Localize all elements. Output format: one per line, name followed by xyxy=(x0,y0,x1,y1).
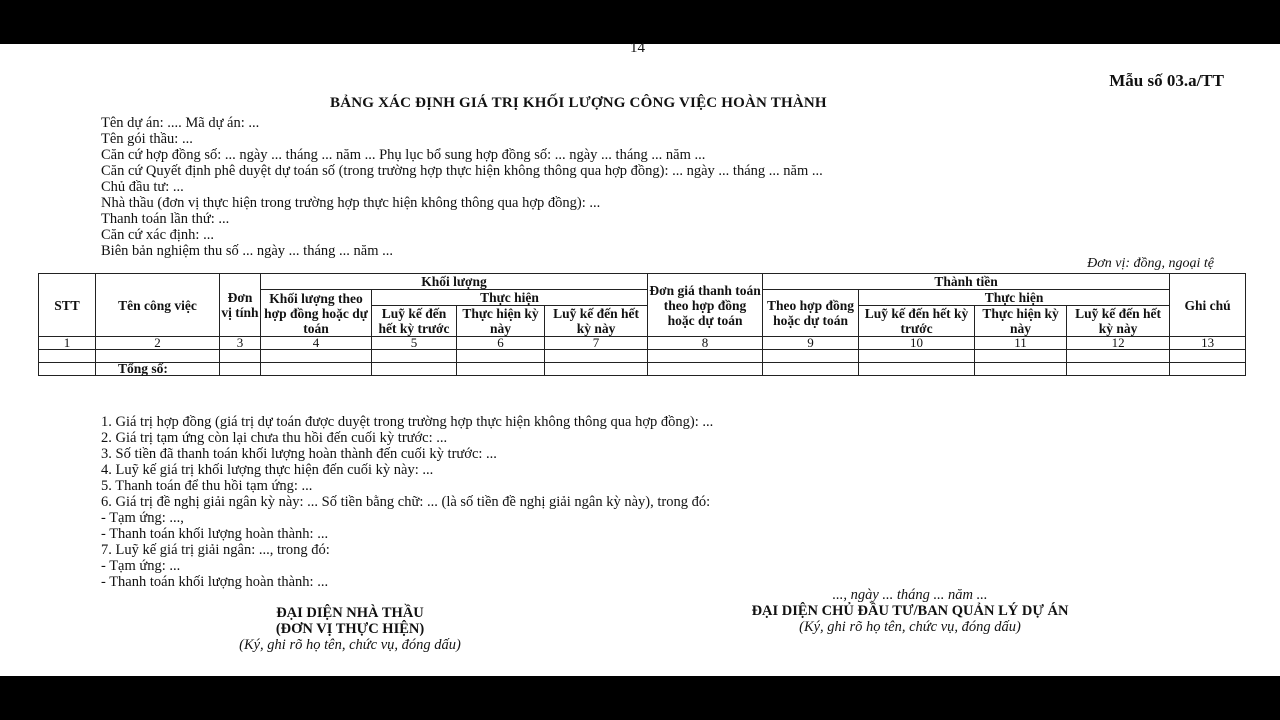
notes-block xyxy=(101,414,713,590)
info-line: Tên dự án: .... Mã dự án: ... xyxy=(101,115,260,131)
total-row xyxy=(39,363,1246,376)
info-line: Thanh toán lần thứ: ... xyxy=(101,211,230,227)
header-tt-luy-ke-ky-nay: Luỹ kế đến hết kỳ này xyxy=(1067,306,1170,337)
contractor-signature-block xyxy=(170,605,530,653)
header-kl-luy-ke-ky-truoc: Luỹ kế đến hết kỳ trước xyxy=(372,306,457,337)
note-line: - Thanh toán khối lượng hoàn thành: ... xyxy=(101,526,329,542)
column-number: 10 xyxy=(859,337,975,350)
value-table xyxy=(38,273,1246,376)
table-row xyxy=(39,350,1246,363)
contractor-role-sub: (ĐƠN VỊ THỰC HIỆN) xyxy=(275,621,425,637)
note-line: 6. Giá trị đề nghị giải ngân kỳ này: ... Số tiền bằng chữ: ... (là số tiền đề nghị giải ngân kỳ này), trong đó: xyxy=(101,494,711,510)
column-number-row xyxy=(39,337,1246,350)
note-line: 1. Giá trị hợp đồng (giá trị dự toán được duyệt trong trường hợp thực hiện không thông qua hợp đồng): ... xyxy=(101,414,714,430)
header-kl-luy-ke-ky-nay: Luỹ kế đến hết kỳ này xyxy=(545,306,648,337)
column-number: 9 xyxy=(763,337,859,350)
column-number: 3 xyxy=(220,337,261,350)
header-ghi-chu: Ghi chú xyxy=(1170,274,1246,337)
column-number: 12 xyxy=(1067,337,1170,350)
owner-signature-block xyxy=(680,587,1140,635)
column-number: 11 xyxy=(975,337,1067,350)
header-thanh-tien: Thành tiền xyxy=(763,274,1170,290)
column-number: 7 xyxy=(545,337,648,350)
info-line: Nhà thầu (đơn vị thực hiện trong trường hợp thực hiện không thông qua hợp đồng): ... xyxy=(101,195,601,211)
info-line: Biên bản nghiệm thu số ... ngày ... tháng ... năm ... xyxy=(101,243,393,259)
header-khoi-luong: Khối lượng xyxy=(261,274,648,290)
note-line: - Tạm ứng: ... xyxy=(101,558,181,574)
note-line: 5. Thanh toán để thu hồi tạm ứng: ... xyxy=(101,478,313,494)
column-number: 4 xyxy=(261,337,372,350)
header-tt-thuc-hien-ky-nay: Thực hiện kỳ này xyxy=(975,306,1067,337)
info-block xyxy=(101,115,823,259)
document-title: BẢNG XÁC ĐỊNH GIÁ TRỊ KHỐI LƯỢNG CÔNG VIỆC HOÀN THÀNH xyxy=(330,95,827,111)
total-label: Tổng số: xyxy=(96,363,220,376)
note-line: 3. Số tiền đã thanh toán khối lượng hoàn thành đến cuối kỳ trước: ... xyxy=(101,446,497,462)
column-number: 13 xyxy=(1170,337,1246,350)
info-line: Căn cứ hợp đồng số: ... ngày ... tháng ... năm ... Phụ lục bổ sung hợp đồng số: ... ngày ... tháng ... năm ... xyxy=(101,147,706,163)
header-theo-hop-dong: Theo hợp đồng hoặc dự toán xyxy=(763,290,859,337)
note-line: 7. Luỹ kế giá trị giải ngân: ..., trong đó: xyxy=(101,542,330,558)
header-ten-cong-viec: Tên công việc xyxy=(96,274,220,337)
header-don-gia: Đơn giá thanh toán theo hợp đồng hoặc dự toán xyxy=(648,274,763,337)
note-line: - Tạm ứng: ..., xyxy=(101,510,184,526)
column-number: 5 xyxy=(372,337,457,350)
column-number: 8 xyxy=(648,337,763,350)
note-line: 4. Luỹ kế giá trị khối lượng thực hiện đến cuối kỳ này: ... xyxy=(101,462,434,478)
info-line: Tên gói thầu: ... xyxy=(101,131,193,147)
header-tt-luy-ke-ky-truoc: Luỹ kế đến hết kỳ trước xyxy=(859,306,975,337)
header-thuc-hien-tt: Thực hiện xyxy=(859,290,1170,306)
column-number: 1 xyxy=(39,337,96,350)
note-line: - Thanh toán khối lượng hoàn thành: ... xyxy=(101,574,329,590)
contractor-sign-hint: (Ký, ghi rõ họ tên, chức vụ, đóng dấu) xyxy=(239,637,461,653)
owner-sign-hint: (Ký, ghi rõ họ tên, chức vụ, đóng dấu) xyxy=(799,619,1021,635)
unit-note: Đơn vị: đồng, ngoại tệ xyxy=(1087,256,1214,271)
page-number: 14 xyxy=(630,40,645,56)
note-line: 2. Giá trị tạm ứng còn lại chưa thu hồi đến cuối kỳ trước: ... xyxy=(101,430,448,446)
header-don-vi-tinh: Đơn vị tính xyxy=(220,274,261,337)
header-kl-theo-hop-dong: Khối lượng theo hợp đồng hoặc dự toán xyxy=(261,290,372,337)
column-number: 6 xyxy=(457,337,545,350)
document-page xyxy=(0,40,1280,676)
date-line: ..., ngày ... tháng ... năm ... xyxy=(832,587,988,603)
info-line: Chủ đầu tư: ... xyxy=(101,179,184,195)
column-number: 2 xyxy=(96,337,220,350)
form-number: Mẫu số 03.a/TT xyxy=(1109,71,1224,90)
info-line: Căn cứ Quyết định phê duyệt dự toán số (trong trường hợp thực hiện không thông qua hợp đồng): ... ngày ... tháng ... năm ... xyxy=(101,163,823,179)
header-kl-thuc-hien-ky-nay: Thực hiện kỳ này xyxy=(457,306,545,337)
header-stt: STT xyxy=(39,274,96,337)
owner-role: ĐẠI DIỆN CHỦ ĐẦU TƯ/BAN QUẢN LÝ DỰ ÁN xyxy=(751,603,1069,619)
contractor-role: ĐẠI DIỆN NHÀ THẦU xyxy=(276,605,424,621)
header-thuc-hien-kl: Thực hiện xyxy=(372,290,648,306)
info-line: Căn cứ xác định: ... xyxy=(101,227,214,243)
